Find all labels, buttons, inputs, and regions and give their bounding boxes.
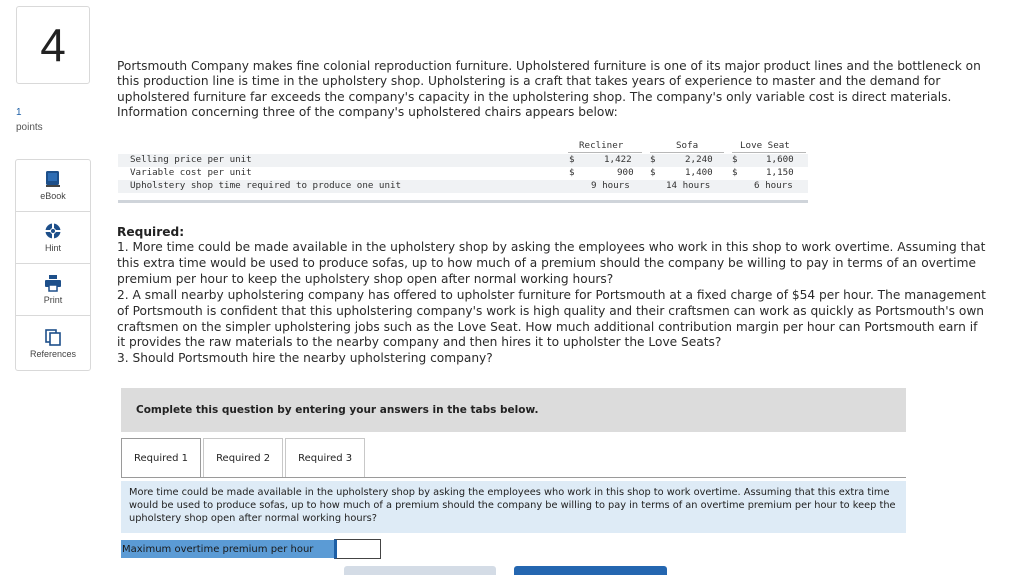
print-button[interactable] xyxy=(16,264,90,316)
table-cell: 1,400 xyxy=(685,167,713,178)
references-icon xyxy=(44,328,62,346)
question-number-box xyxy=(16,6,90,84)
col-header-sofa: Sofa xyxy=(676,140,699,151)
row-label: Variable cost per unit xyxy=(130,167,252,178)
table-cell: $ xyxy=(732,154,738,165)
header-underline xyxy=(650,152,724,153)
row-label: Selling price per unit xyxy=(130,154,252,165)
required-tabs xyxy=(121,438,367,478)
table-cell: 900 xyxy=(617,167,634,178)
answer-label: Maximum overtime premium per hour xyxy=(121,540,334,558)
tools-panel xyxy=(15,159,91,371)
table-cell: $ xyxy=(650,154,656,165)
references-label: References xyxy=(29,348,77,359)
previous-button[interactable] xyxy=(344,566,496,575)
complete-instructions-box xyxy=(121,388,906,432)
header-underline xyxy=(732,152,806,153)
required-item-2: 2. A small nearby upholstering company has offered to upholster furniture for Portsmouth at a fixed charge of $54 per hour. The management of Portsmouth is confident that this upholstering company's work is high quality and their craftsmen can work as quickly as Portsmouth's own craftsmen on the simpler upholstering jobs such as the Love Seat. How much additional contribution margin per hour can Portsmouth earn if it provides the raw materials to the nearby company and then hires it to upholster the Love Seats? xyxy=(117,287,986,350)
table-cell: $ xyxy=(569,154,575,165)
table-cell: 6 hours xyxy=(754,180,793,191)
question-number: 4 xyxy=(40,19,66,71)
next-button[interactable] xyxy=(514,566,667,575)
col-header-recliner: Recliner xyxy=(579,140,624,151)
print-label: Print xyxy=(43,295,63,305)
table-bottom-bar xyxy=(118,200,808,203)
ebook-icon xyxy=(44,170,62,188)
required-item-1: 1. More time could be made available in the upholstery shop by asking the employees who work in this shop to work overtime. Assuming that this extra time would be used to produce sofas, up to how much of a premium should the company be willing to pay in terms of an overtime premium per hour to keep the upholstery shop open after normal working hours? xyxy=(117,240,986,286)
table-cell: $ xyxy=(569,167,575,178)
points-label: points xyxy=(16,122,43,133)
header-underline xyxy=(568,152,642,153)
table-cell: 1,422 xyxy=(604,154,632,165)
tab-instruction: More time could be made available in the upholstery shop by asking the employees who work in this shop to work overtime. Assuming that this extra time would be used to produce sofas, up to how much of a premium should the company be willing to pay in terms of an overtime premium per hour to keep the upholstery shop open after normal working hours? xyxy=(121,481,906,533)
table-cell: 1,600 xyxy=(766,154,794,165)
tab-required-3[interactable]: Required 3 xyxy=(285,438,365,478)
row-label: Upholstery shop time required to produce one unit xyxy=(130,180,402,191)
table-cell: 14 hours xyxy=(666,180,711,191)
hint-label: Hint xyxy=(44,243,61,253)
problem-text: Portsmouth Company makes fine colonial reproduction furniture. Upholstered furniture is one of its major product lines and the bottleneck on this production line is time in the upholstery shop. Upholstering is a craft that takes years of experience to master and the demand for upholstered furniture far exceeds the company's capacity in the upholstering shop. The company's only variable cost is direct materials. Information concerning three of the company's upholstered chairs appears below: xyxy=(117,59,981,120)
data-table xyxy=(118,140,808,204)
table-cell: 2,240 xyxy=(685,154,713,165)
required-body xyxy=(117,240,987,367)
print-icon xyxy=(44,274,62,292)
points-value: 1 xyxy=(16,107,22,118)
table-cell: $ xyxy=(732,167,738,178)
hint-icon xyxy=(44,222,62,240)
required-item-3: 3. Should Portsmouth hire the nearby upholstering company? xyxy=(117,351,493,366)
table-cell: $ xyxy=(650,167,656,178)
overtime-premium-input[interactable] xyxy=(334,539,381,559)
ebook-button[interactable] xyxy=(16,160,90,212)
table-cell: 1,150 xyxy=(766,167,794,178)
required-title: Required: xyxy=(117,225,185,239)
complete-instructions-text: Complete this question by entering your answers in the tabs below. xyxy=(136,404,539,416)
ebook-label: eBook xyxy=(40,191,66,201)
hint-button[interactable] xyxy=(16,212,90,264)
table-cell: 9 hours xyxy=(591,180,630,191)
references-button[interactable] xyxy=(16,316,90,370)
tab-required-2[interactable]: Required 2 xyxy=(203,438,283,478)
tab-required-1[interactable]: Required 1 xyxy=(121,438,201,478)
col-header-love-seat: Love Seat xyxy=(740,140,790,151)
tab-divider xyxy=(121,477,906,478)
